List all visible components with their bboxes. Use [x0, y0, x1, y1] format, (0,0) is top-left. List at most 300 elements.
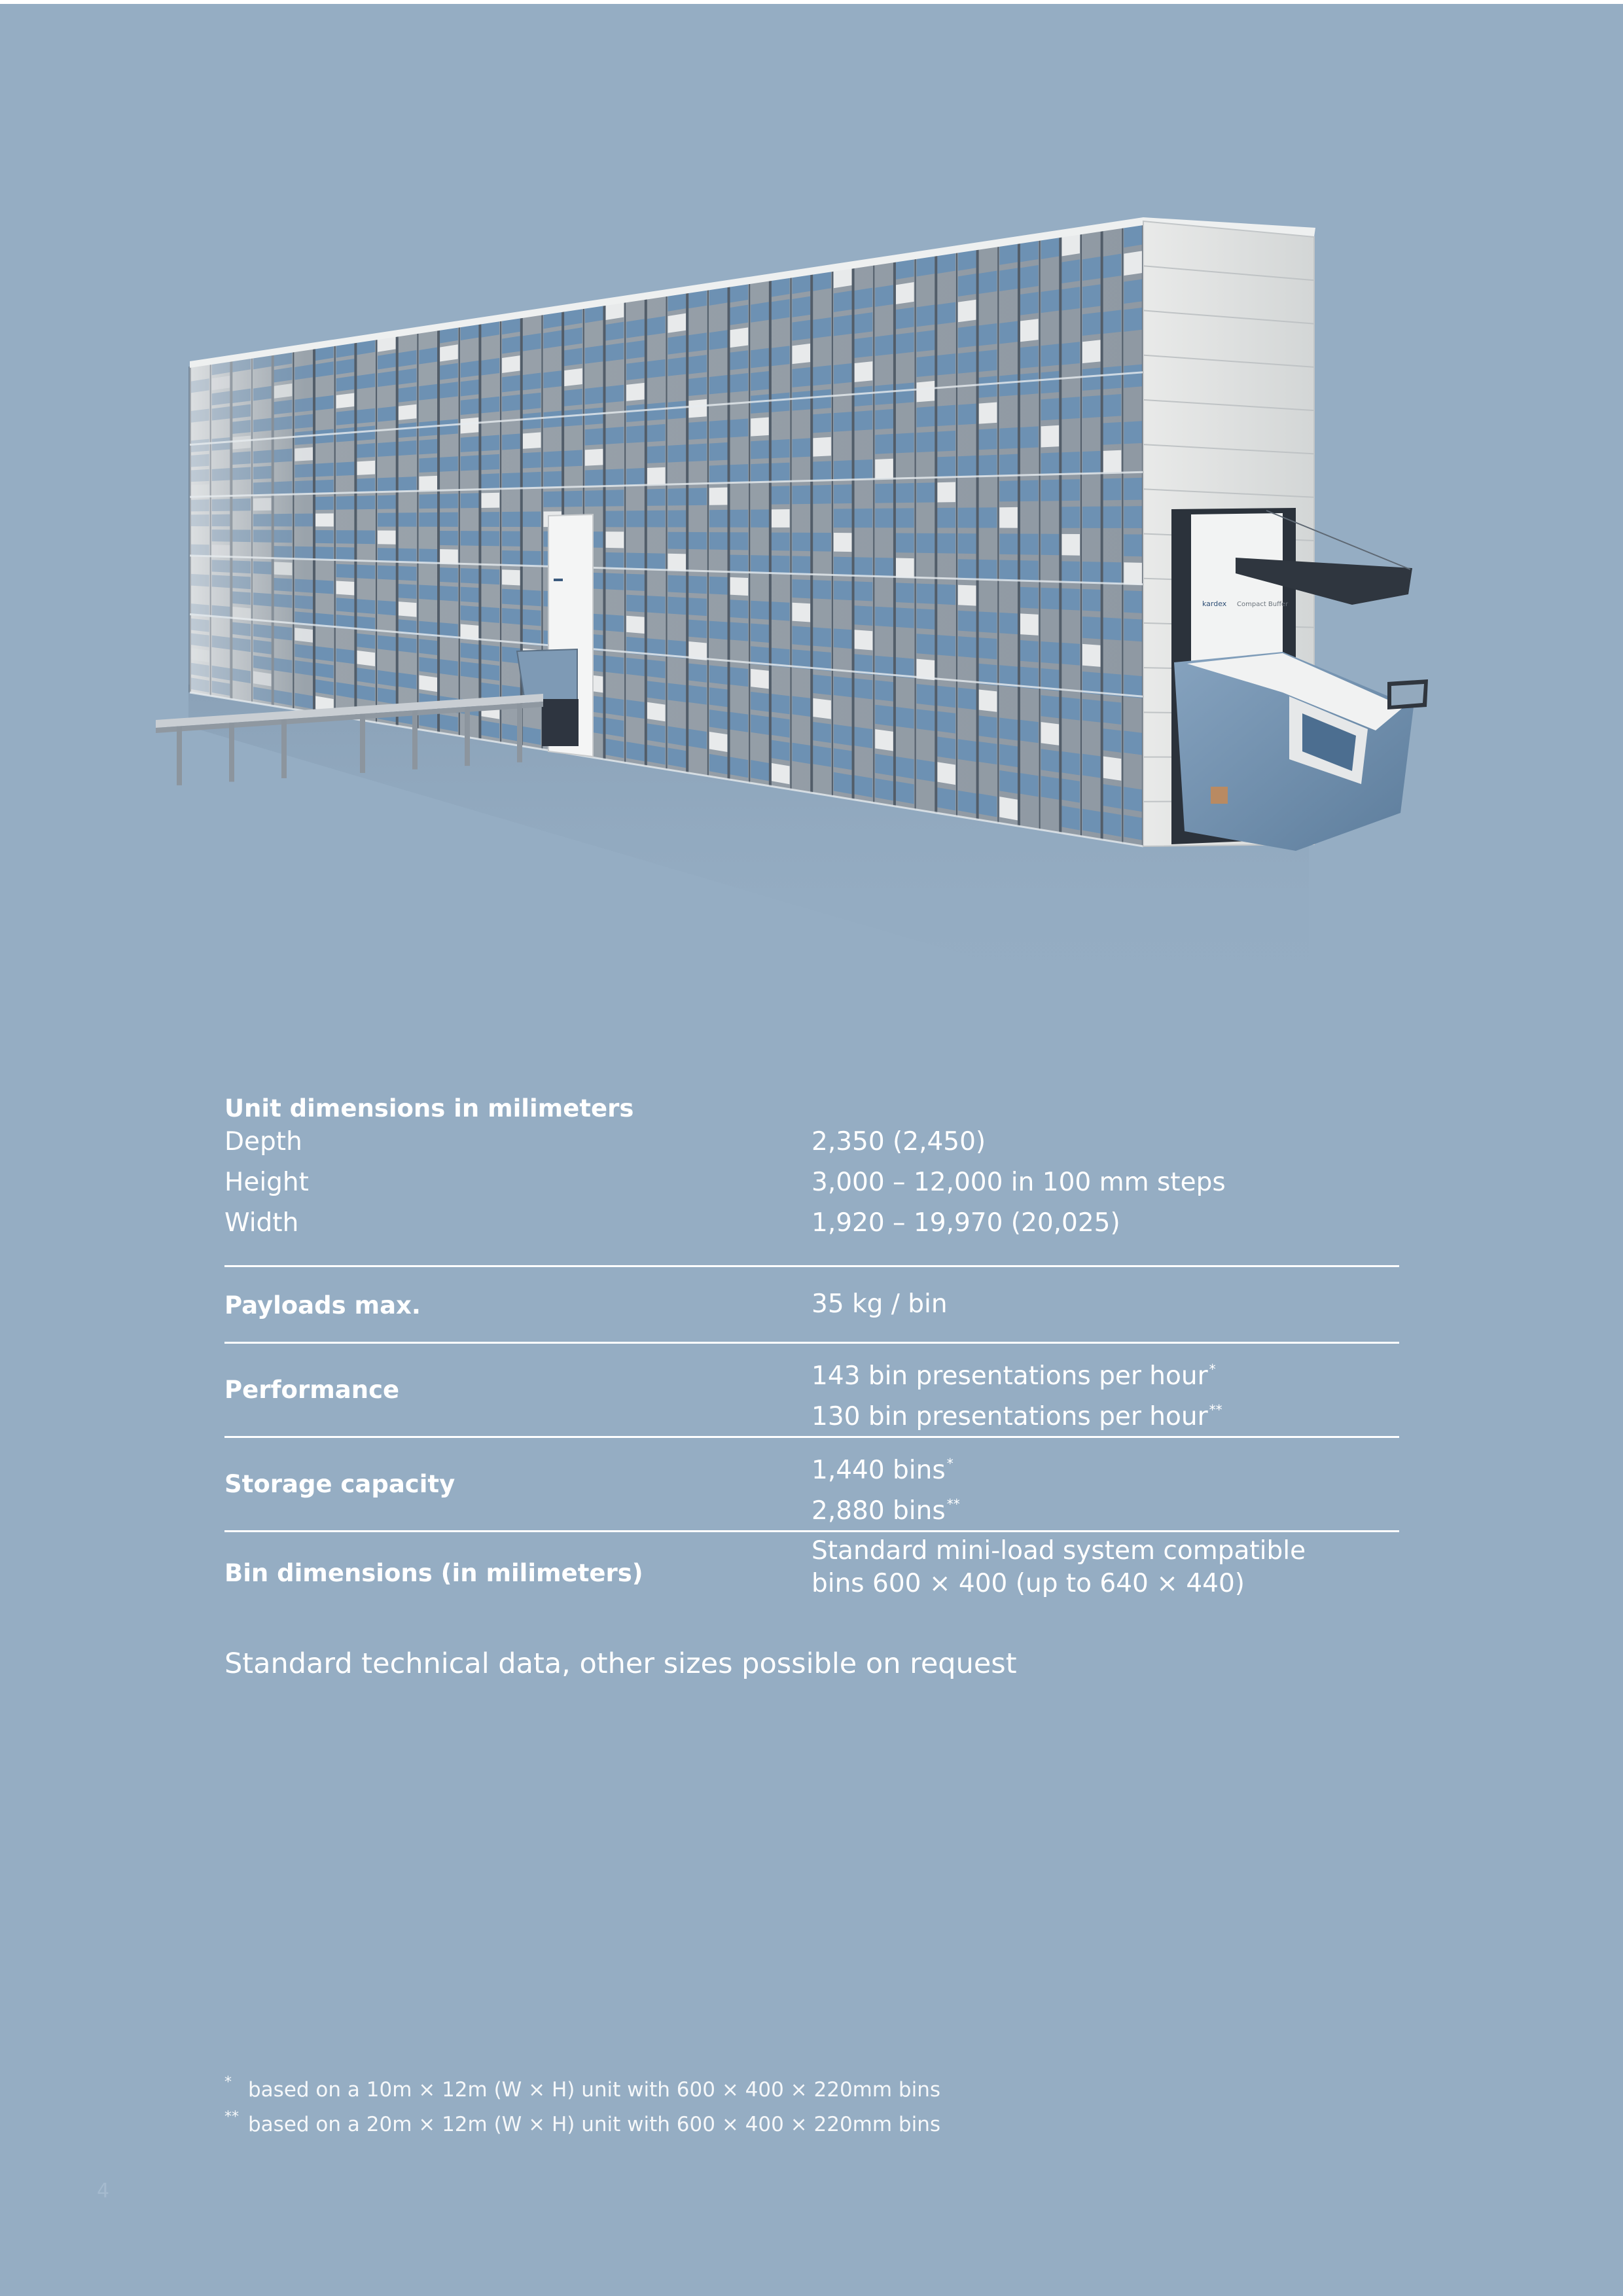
storage-bin [419, 421, 437, 437]
storage-bin [253, 482, 272, 495]
storage-bin [523, 590, 541, 606]
storage-bin [647, 316, 666, 336]
storage-bin [999, 454, 1018, 476]
storage-bin [461, 399, 479, 415]
storage-bin [543, 491, 562, 507]
conveyor-leg [229, 723, 234, 781]
storage-bin [1082, 257, 1101, 281]
storage-bin [834, 748, 852, 770]
storage-bin [253, 529, 272, 542]
storage-bin [357, 530, 375, 544]
storage-bin [813, 533, 831, 552]
storage-bin [896, 382, 914, 403]
storage-bin [647, 424, 666, 442]
storage-bin [751, 417, 769, 436]
storage-bin [1020, 426, 1039, 448]
storage-bin [626, 658, 645, 676]
storage-bin [605, 343, 624, 362]
storage-bin [875, 778, 893, 800]
storage-bin [772, 346, 790, 366]
storage-bin [564, 368, 582, 386]
storage-bin [357, 565, 375, 579]
storage-bin [1020, 292, 1039, 315]
storage-bin [979, 560, 997, 581]
storage-bin [875, 484, 893, 503]
storage-bin [399, 404, 417, 420]
storage-bin [564, 491, 582, 507]
storage-bin [668, 510, 687, 527]
storage-bin [605, 511, 624, 527]
payload-label: Payloads max. [224, 1291, 421, 1319]
storage-bin [979, 690, 997, 712]
storage-bin [191, 454, 209, 467]
storage-bin [1124, 365, 1142, 388]
storage-bin [834, 533, 852, 552]
storage-bin [502, 589, 520, 605]
storage-bin [399, 566, 417, 581]
storage-bin [1082, 809, 1101, 834]
storage-bin [212, 560, 230, 572]
footnote-mark: * [946, 1456, 954, 1471]
storage-bin [502, 512, 520, 527]
storage-bin [647, 745, 666, 764]
footnote-1-mark: * [224, 2074, 232, 2090]
storage-bin [315, 395, 334, 410]
storage-bin [834, 412, 852, 432]
storage-bin [834, 363, 852, 384]
storage-bin [1103, 310, 1122, 334]
storage-bin [730, 305, 749, 325]
storage-bin [875, 558, 893, 577]
storage-bin [626, 595, 645, 613]
storage-bin [958, 636, 976, 658]
storage-bin [336, 547, 355, 561]
storage-bin [834, 676, 852, 697]
storage-bin [813, 745, 831, 767]
storage-bin [274, 562, 293, 575]
storage-bin [378, 512, 396, 526]
storage-bin [855, 726, 873, 748]
storage-bin [834, 557, 852, 576]
payload-row [224, 1267, 1399, 1344]
storage-bin [232, 499, 251, 511]
storage-bin [274, 481, 293, 494]
storage-bin [688, 685, 707, 705]
storage-bin [191, 545, 209, 557]
performance-value-1-text: 143 bin presentations per hour [812, 1361, 1208, 1391]
storage-bin [605, 718, 624, 737]
storage-bin [855, 630, 873, 650]
storage-bin [979, 350, 997, 372]
standard-data-note: Standard technical data, other sizes possible on request [224, 1647, 1017, 1680]
storage-bin [875, 384, 893, 405]
storage-bin [523, 452, 541, 469]
storage-bin [958, 739, 976, 762]
storage-bin [315, 463, 334, 476]
storage-bin [751, 348, 769, 368]
storage-bin [461, 493, 479, 508]
storage-bin [605, 490, 624, 506]
storage-bin [564, 389, 582, 406]
storage-bin [917, 304, 935, 327]
storage-bin [461, 456, 479, 471]
storage-bin [751, 394, 769, 414]
storage-bin [212, 636, 230, 650]
storage-bin [668, 683, 687, 702]
conveyor-leg [360, 714, 365, 773]
storage-bin [937, 635, 955, 656]
storage-bin [232, 591, 251, 605]
storage-bin [896, 483, 914, 503]
storage-bin [979, 611, 997, 633]
storage-bin [1020, 613, 1039, 636]
storage-bin [896, 508, 914, 528]
height-value: 3,000 – 12,000 in 100 mm steps [812, 1168, 1226, 1197]
storage-bin [647, 681, 666, 700]
storage-bin [191, 499, 209, 511]
storage-bin [917, 432, 935, 453]
storage-bin [772, 299, 790, 320]
storage-bin [274, 594, 293, 607]
storage-bin [232, 467, 251, 480]
storage-bin [875, 680, 893, 701]
storage-bin [378, 406, 396, 422]
storage-bin [1103, 757, 1122, 781]
storage-bin [999, 321, 1018, 344]
storage-bin [709, 709, 728, 730]
storage-bin [730, 712, 749, 732]
storage-bin [1061, 806, 1080, 830]
storage-bin [979, 793, 997, 817]
storage-bin [274, 448, 293, 462]
storage-bin [378, 353, 396, 369]
storage-bin [1082, 340, 1101, 363]
storage-bin [772, 740, 790, 761]
storage-bin [958, 559, 976, 580]
storage-bin [378, 442, 396, 457]
storage-bin [315, 429, 334, 443]
storage-bin [626, 383, 645, 401]
storage-bin [875, 607, 893, 627]
storage-bin [855, 557, 873, 577]
storage-bin [191, 484, 209, 497]
storage-bin [772, 533, 790, 551]
storage-bin [378, 565, 396, 580]
storage-bin [668, 532, 687, 549]
storage-bin [419, 384, 437, 401]
storage-bin [999, 480, 1018, 501]
storage-bin [626, 574, 645, 591]
storage-bin [730, 555, 749, 573]
storage-bin [315, 646, 334, 661]
storage-bin [626, 553, 645, 570]
storage-bin [751, 463, 769, 482]
storage-bin [1041, 641, 1060, 664]
top-edge [0, 0, 1623, 4]
unit-dimensions-section [224, 1086, 1399, 1267]
storage-bin [357, 373, 375, 389]
storage-bin [1103, 784, 1122, 809]
storage-bin [772, 717, 790, 738]
storage-bin [793, 320, 811, 341]
storage-bin [813, 461, 831, 480]
storage-bin [357, 443, 375, 458]
storage-bin [274, 416, 293, 431]
storage-bin [813, 437, 831, 457]
storage-bin [937, 736, 955, 759]
storage-bin [378, 370, 396, 387]
storage-bin [917, 533, 935, 553]
storage-bin [523, 333, 541, 351]
storage-bin [668, 335, 687, 355]
storage-bin [793, 438, 811, 457]
storage-bin [253, 624, 272, 638]
storage-bin [875, 705, 893, 726]
product-illustration [131, 190, 1492, 1034]
storage-bin [1020, 372, 1039, 395]
storage-bin [917, 482, 935, 503]
storage-bin [1020, 319, 1039, 342]
storage-bin [855, 509, 873, 528]
performance-value-2 [812, 1390, 1399, 1437]
storage-bin [730, 419, 749, 438]
storage-bin [232, 622, 251, 637]
storage-bin [1082, 312, 1101, 336]
storage-bin [709, 465, 728, 483]
storage-bin [357, 599, 375, 614]
storage-bin [730, 667, 749, 687]
storage-bin [232, 436, 251, 450]
storage-bin [647, 489, 666, 506]
storage-bin [315, 547, 334, 560]
storage-bin [605, 552, 624, 569]
storage-bin [730, 510, 749, 528]
storage-bin [688, 532, 707, 550]
storage-bin [605, 697, 624, 716]
storage-bin [399, 422, 417, 438]
storage-bin [999, 374, 1018, 397]
storage-bin [502, 433, 520, 450]
storage-bin [688, 399, 707, 418]
storage-bin [605, 739, 624, 759]
storage-bin [357, 425, 375, 440]
storage-bin [772, 393, 790, 412]
storage-bin [793, 367, 811, 387]
conveyor-leg [281, 719, 287, 778]
storage-bin [958, 325, 976, 348]
storage-bin [315, 580, 334, 594]
storage-bin [647, 467, 666, 485]
storage-bin [440, 531, 458, 545]
storage-bin [937, 762, 955, 785]
storage-bin [191, 633, 209, 647]
small-station-base [542, 699, 579, 746]
storage-bin [1082, 507, 1101, 528]
storage-bin [1041, 425, 1060, 448]
footnote-mark: ** [1209, 1402, 1222, 1418]
storage-bin [1082, 395, 1101, 418]
storage-bin [896, 307, 914, 329]
storage-bin [232, 389, 251, 403]
depth-label: Depth [224, 1127, 302, 1157]
storage-value-2-text: 2,880 bins [812, 1496, 946, 1526]
storage-bin [440, 567, 458, 583]
storage-bin [564, 409, 582, 427]
storage-bin [875, 434, 893, 454]
storage-bin [709, 621, 728, 640]
storage-bin [336, 496, 355, 510]
storage-bin [232, 637, 251, 652]
storage-bin [999, 427, 1018, 449]
storage-bin [523, 393, 541, 410]
storage-bin [461, 605, 479, 622]
storage-bin [709, 375, 728, 394]
storage-bin [419, 512, 437, 527]
storage-bin [253, 498, 272, 511]
storage-bin [668, 357, 687, 376]
storage-bin [1041, 371, 1060, 394]
storage-bin [378, 636, 396, 651]
storage-bin [399, 548, 417, 563]
storage-bin [1061, 507, 1080, 528]
storage-bin [399, 350, 417, 367]
storage-bin [1061, 452, 1080, 474]
storage-bin [253, 386, 272, 401]
storage-bin [1082, 451, 1101, 473]
storage-bin [688, 355, 707, 374]
storage-bin [461, 361, 479, 378]
storage-bin [709, 687, 728, 707]
storage-bin [834, 484, 852, 503]
storage-system-image [131, 190, 1492, 1034]
storage-bin [294, 414, 313, 429]
storage-bin [1124, 787, 1142, 812]
storage-bin [253, 450, 272, 463]
storage-bin [772, 439, 790, 458]
storage-bin [232, 576, 251, 589]
storage-bin [730, 757, 749, 778]
storage-bin [1103, 506, 1122, 528]
storage-bin [461, 587, 479, 603]
storage-bin [668, 748, 687, 768]
storage-bin [253, 466, 272, 479]
storage-bin [294, 595, 313, 609]
storage-bin [855, 288, 873, 310]
storage-row [224, 1438, 1399, 1532]
storage-bin [979, 742, 997, 764]
storage-bin [294, 644, 313, 659]
storage-bin [502, 336, 520, 353]
storage-bin [440, 456, 458, 472]
storage-bin [751, 440, 769, 459]
storage-bin [668, 444, 687, 462]
storage-bin [461, 531, 479, 546]
storage-value-2 [812, 1484, 1399, 1532]
storage-bin [855, 361, 873, 382]
storage-bin [440, 344, 458, 361]
storage-bin [958, 533, 976, 554]
storage-bin [543, 471, 562, 488]
storage-bin [958, 507, 976, 528]
storage-bin [1082, 617, 1101, 639]
storage-bin [709, 510, 728, 528]
storage-bin [958, 456, 976, 476]
storage-bin [336, 530, 355, 544]
storage-bin [543, 370, 562, 388]
storage-bin [668, 488, 687, 505]
storage-bin [440, 659, 458, 676]
storage-bin [564, 450, 582, 467]
storage-bin [378, 530, 396, 544]
storage-bin [191, 439, 209, 452]
storage-bin [917, 759, 935, 781]
storage-bin [688, 576, 707, 594]
storage-bin [834, 460, 852, 480]
storage-bin [793, 579, 811, 598]
storage-bin [419, 639, 437, 655]
storage-bin [315, 480, 334, 493]
storage-bin [751, 555, 769, 573]
storage-bin [813, 365, 831, 386]
storage-bin [688, 488, 707, 505]
storage-bin [896, 781, 914, 804]
storage-bin [315, 497, 334, 510]
storage-bin [1082, 562, 1101, 584]
storage-bin [647, 511, 666, 528]
storage-bin [1124, 730, 1142, 755]
storage-bin [1082, 754, 1101, 778]
storage-bin [668, 597, 687, 615]
storage-bin [937, 508, 955, 528]
storage-bin [315, 530, 334, 543]
storage-bin [730, 577, 749, 596]
storage-bin [834, 772, 852, 795]
storage-bin [751, 669, 769, 689]
storage-bin [253, 561, 272, 574]
storage-bin [523, 609, 541, 626]
storage-bin [605, 656, 624, 674]
payload-value: 35 kg / bin [812, 1289, 948, 1319]
storage-bin [772, 509, 790, 528]
storage-bin [1041, 452, 1060, 474]
storage-bin [294, 547, 313, 560]
storage-bin [1061, 779, 1080, 803]
storage-bin [378, 670, 396, 687]
storage-bin [793, 743, 811, 764]
storage-bin [979, 323, 997, 346]
storage-bin [1124, 590, 1142, 613]
storage-bin [378, 477, 396, 492]
storage-bin [1041, 695, 1060, 718]
storage-bin [999, 533, 1018, 554]
storage-bin [958, 688, 976, 710]
storage-bin [212, 499, 230, 511]
storage-bin [1103, 617, 1122, 640]
storage-bin [917, 406, 935, 427]
storage-bin [585, 346, 603, 364]
storage-bin [626, 361, 645, 380]
storage-bin [1103, 812, 1122, 836]
storage-bin [793, 556, 811, 575]
storage-bin [626, 340, 645, 359]
storage-bin [1041, 749, 1060, 772]
storage-bin [1061, 561, 1080, 583]
storage-bin [668, 726, 687, 746]
storage-bin [1041, 289, 1060, 313]
storage-bin [419, 657, 437, 673]
storage-bin [772, 556, 790, 574]
storage-bin [979, 455, 997, 476]
